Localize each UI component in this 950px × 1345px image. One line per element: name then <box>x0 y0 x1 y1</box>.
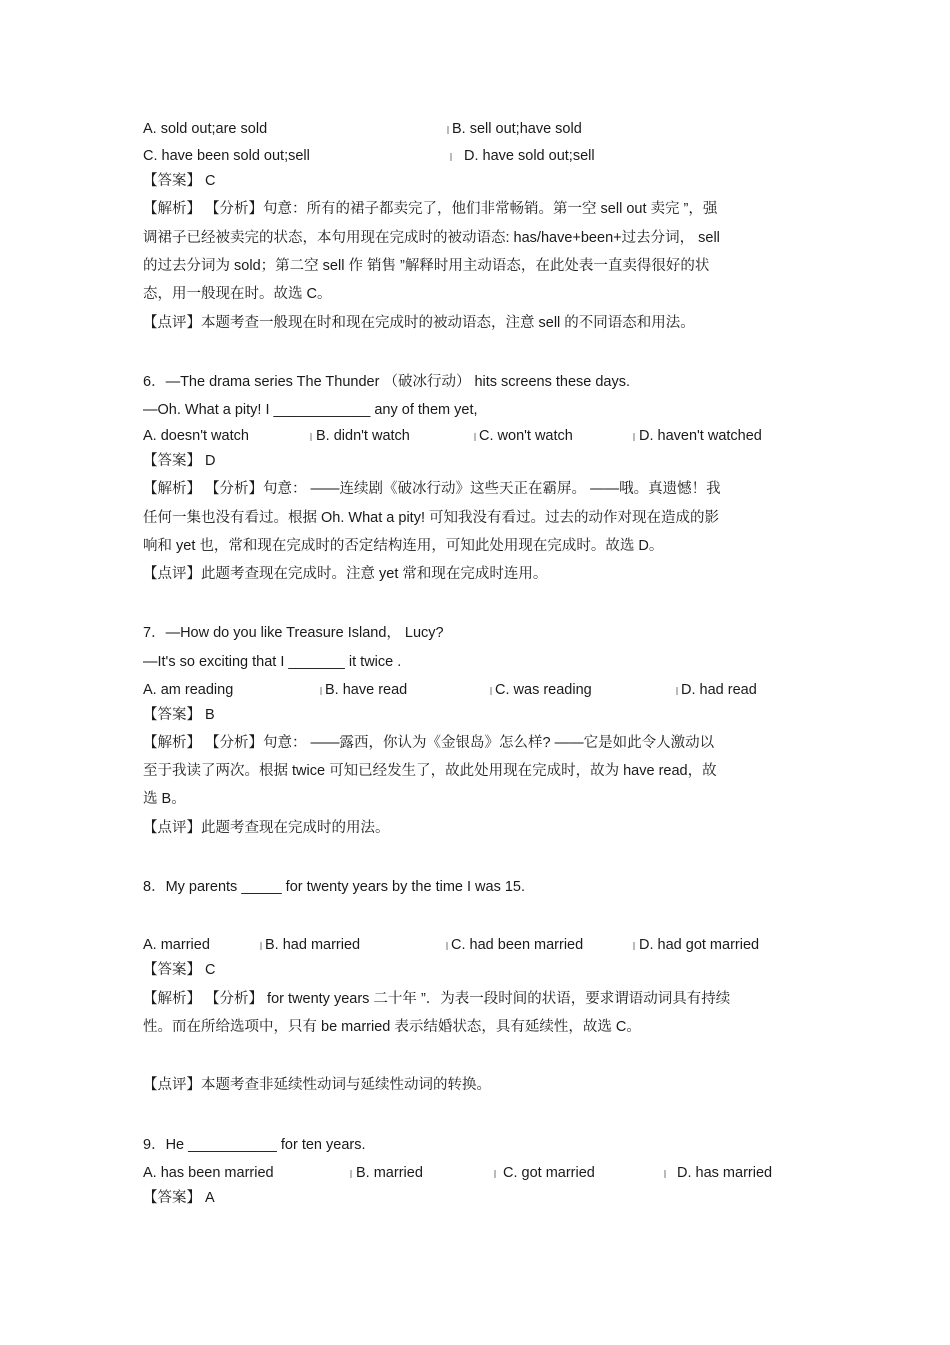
column-marker <box>633 433 635 441</box>
q6-analysis-line: 响和 yet 也，常和现在完成时的否定结构连用，可知此处用现在完成时。故选 D。 <box>143 538 664 554</box>
column-marker <box>633 942 635 950</box>
q7-comment: 【点评】此题考查现在完成时的用法。 <box>143 820 390 836</box>
column-marker <box>320 687 322 695</box>
column-marker <box>310 433 312 441</box>
q5-analysis-line: 的过去分词为 sold；第二空 sell 作 销售 ”解释时用主动语态，在此处表一直卖得很好的状 <box>143 258 710 274</box>
q7-analysis-line: 至于我读了两次。根据 twice 可知已经发生了，故此处用现在完成时，故为 have read，故 <box>143 763 717 779</box>
q7-option-b: B. have read <box>325 682 408 698</box>
q7-stem-line2: —It's so exciting that I _______ it twice . <box>143 654 402 670</box>
column-marker <box>450 153 452 161</box>
q5-option-a: A. sold out;are sold <box>143 121 268 137</box>
q7-option-c: C. was reading <box>495 682 592 698</box>
q9-option-c: C. got married <box>503 1165 595 1181</box>
column-marker <box>474 433 476 441</box>
column-marker <box>494 1170 496 1178</box>
q7-stem: 7．—How do you like Treasure Island， Lucy? <box>143 625 444 641</box>
q9-option-a: A. has been married <box>143 1165 274 1181</box>
q7-option-d: D. had read <box>681 682 757 698</box>
q8-option-d: D. had got married <box>639 937 760 953</box>
q5-option-b: B. sell out;have sold <box>452 121 582 137</box>
q8-analysis-line: 性。而在所给选项中，只有 be married 表示结婚状态，具有延续性，故选 C。 <box>143 1019 641 1035</box>
q6-option-c: C. won't watch <box>479 428 573 444</box>
q6-comment: 【点评】此题考查现在完成时。注意 yet 常和现在完成时连用。 <box>143 566 548 582</box>
q9-stem: 9．He ___________ for ten years. <box>143 1137 366 1153</box>
q5-option-d: D. have sold out;sell <box>464 148 595 164</box>
q9-answer: 【答案】 A <box>143 1190 215 1206</box>
q5-option-c: C. have been sold out;sell <box>143 148 310 164</box>
column-marker <box>350 1170 352 1178</box>
column-marker <box>676 687 678 695</box>
q8-answer: 【答案】 C <box>143 962 216 978</box>
q5-analysis-line: 调裙子已经被卖完的状态，本句用现在完成时的被动语态: has/have+been+过去分词， sell <box>143 230 720 246</box>
q7-analysis-line: 【解析】 【分析】句意： ——露西，你认为《金银岛》怎么样? ——它是如此令人激动以 <box>143 735 715 751</box>
q8-option-c: C. had been married <box>451 937 584 953</box>
q5-comment: 【点评】本题考查一般现在时和现在完成时的被动语态，注意 sell 的不同语态和用法。 <box>143 315 695 331</box>
q5-answer: 【答案】 C <box>143 173 216 189</box>
q6-stem-line2: —Oh. What a pity! I ____________ any of them yet, <box>143 402 478 418</box>
column-marker <box>664 1170 666 1178</box>
q6-analysis-line: 任何一集也没有看过。根据 Oh. What a pity! 可知我没有看过。过去的动作对现在造成的影 <box>143 510 720 526</box>
q7-answer: 【答案】 B <box>143 707 215 723</box>
q9-option-b: B. married <box>356 1165 423 1181</box>
q6-option-b: B. didn't watch <box>316 428 410 444</box>
q8-analysis-line: 【解析】 【分析】 for twenty years 二十年 ”．为表一段时间的状语，要求谓语动词具有持续 <box>143 991 731 1007</box>
q5-analysis-line: 【解析】 【分析】句意：所有的裙子都卖完了，他们非常畅销。第一空 sell out 卖完 ”，强 <box>143 201 718 217</box>
column-marker <box>446 942 448 950</box>
q8-option-a: A. married <box>143 937 210 953</box>
q8-stem: 8．My parents _____ for twenty years by the time I was 15. <box>143 879 526 895</box>
q9-option-d: D. has married <box>677 1165 773 1181</box>
q7-analysis-line: 选 B。 <box>143 791 186 807</box>
q6-option-a: A. doesn't watch <box>143 428 249 444</box>
q7-option-a: A. am reading <box>143 682 234 698</box>
column-marker <box>490 687 492 695</box>
q6-option-d: D. haven't watched <box>639 428 762 444</box>
q5-analysis-line: 态，用一般现在时。故选 C。 <box>143 286 332 302</box>
q6-answer: 【答案】 D <box>143 453 216 469</box>
column-marker <box>447 126 449 134</box>
q6-stem: 6．—The drama series The Thunder （破冰行动） hits screens these days. <box>143 374 631 390</box>
q8-option-b: B. had married <box>265 937 361 953</box>
q6-analysis-line: 【解析】 【分析】句意： ——连续剧《破冰行动》这些天正在霸屏。 ——哦。真遗憾！我 <box>143 481 721 497</box>
q8-comment: 【点评】本题考查非延续性动词与延续性动词的转换。 <box>143 1077 491 1093</box>
column-marker <box>260 942 262 950</box>
